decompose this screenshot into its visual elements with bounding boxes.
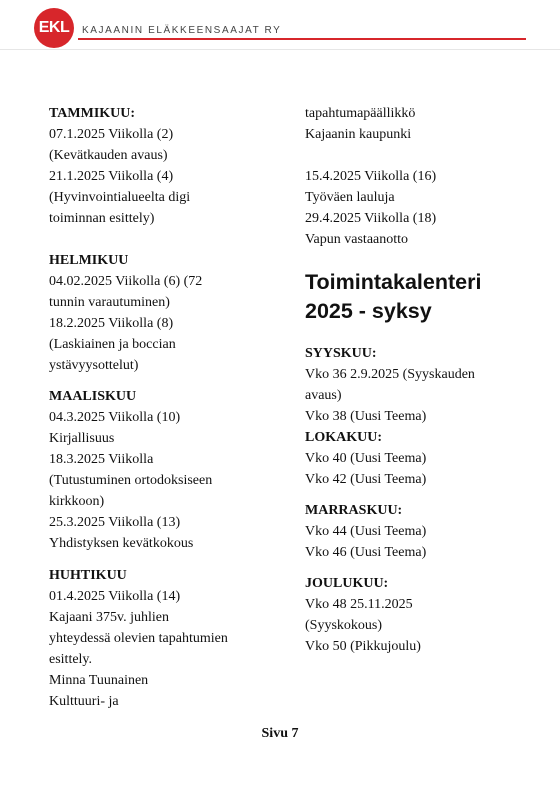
header-divider [0, 49, 560, 50]
event-line: 29.4.2025 Viikolla (18) [305, 211, 437, 226]
event-line: 04.3.2025 Viikolla (10) [49, 410, 181, 425]
event-line: Minna Tuunainen [49, 673, 149, 688]
event-line: Vko 46 (Uusi Teema) [305, 545, 427, 560]
event-line: Vko 44 (Uusi Teema) [305, 524, 427, 539]
event-line: yhteydessä olevien tapahtumien [49, 631, 228, 646]
event-line: avaus) [305, 388, 342, 403]
month-heading-helmikuu: HELMIKUU [49, 253, 129, 268]
event-line: Kirjallisuus [49, 431, 115, 446]
event-line: kirkkoon) [49, 494, 105, 509]
event-line: (Laskiainen ja boccian [49, 337, 176, 352]
event-line: (Syyskokous) [305, 618, 383, 633]
event-line: Vko 48 25.11.2025 [305, 597, 413, 612]
event-line: Vapun vastaanotto [305, 232, 409, 247]
event-line: (Hyvinvointialueelta digi [49, 190, 191, 205]
event-line: 25.3.2025 Viikolla (13) [49, 515, 181, 530]
event-line: (Kevätkauden avaus) [49, 148, 168, 163]
event-line: 21.1.2025 Viikolla (4) [49, 169, 174, 184]
event-line: tunnin varautuminen) [49, 295, 170, 310]
event-line: esittely. [49, 652, 93, 667]
event-line: Vko 36 2.9.2025 (Syyskauden [305, 367, 475, 382]
event-line: Työväen lauluja [305, 190, 395, 205]
month-heading-maaliskuu: MAALISKUU [49, 389, 137, 404]
ekl-logo: EKL [34, 8, 74, 48]
event-line: tapahtumapäällikkö [305, 106, 416, 121]
autumn-title-line-2: 2025 - syksy [305, 299, 432, 323]
organization-name: KAJAANIN ELÄKKEENSAAJAT RY [82, 25, 282, 36]
month-heading-joulukuu: JOULUKUU: [305, 576, 389, 591]
event-line: ystävyysottelut) [49, 358, 139, 373]
event-line: 18.3.2025 Viikolla [49, 452, 154, 467]
event-line: toiminnan esittely) [49, 211, 155, 226]
event-line: 04.02.2025 Viikolla (6) (72 [49, 274, 203, 289]
month-heading-lokakuu: LOKAKUU: [305, 430, 382, 445]
month-heading-marraskuu: MARRASKUU: [305, 503, 403, 518]
month-heading-syyskuu: SYYSKUU: [305, 346, 377, 361]
autumn-title-line-1: Toimintakalenteri [305, 270, 482, 294]
header-rule [78, 38, 526, 40]
event-line: Vko 38 (Uusi Teema) [305, 409, 427, 424]
event-line: 18.2.2025 Viikolla (8) [49, 316, 174, 331]
event-line: Vko 50 (Pikkujoulu) [305, 639, 421, 654]
event-line: 07.1.2025 Viikolla (2) [49, 127, 174, 142]
month-heading-huhtikuu: HUHTIKUU [49, 568, 127, 583]
event-line: Yhdistyksen kevätkokous [49, 536, 194, 551]
event-line: Vko 40 (Uusi Teema) [305, 451, 427, 466]
event-line: 15.4.2025 Viikolla (16) [305, 169, 437, 184]
event-line: Kajaani 375v. juhlien [49, 610, 170, 625]
event-line: (Tutustuminen ortodoksiseen [49, 473, 213, 488]
event-line: 01.4.2025 Viikolla (14) [49, 589, 181, 604]
page-number: Sivu 7 [261, 726, 299, 741]
event-line: Vko 42 (Uusi Teema) [305, 472, 427, 487]
event-line: Kajaanin kaupunki [305, 127, 412, 142]
page-header [0, 0, 560, 50]
event-line: Kulttuuri- ja [49, 694, 119, 709]
month-heading-tammikuu: TAMMIKUU: [49, 106, 136, 121]
